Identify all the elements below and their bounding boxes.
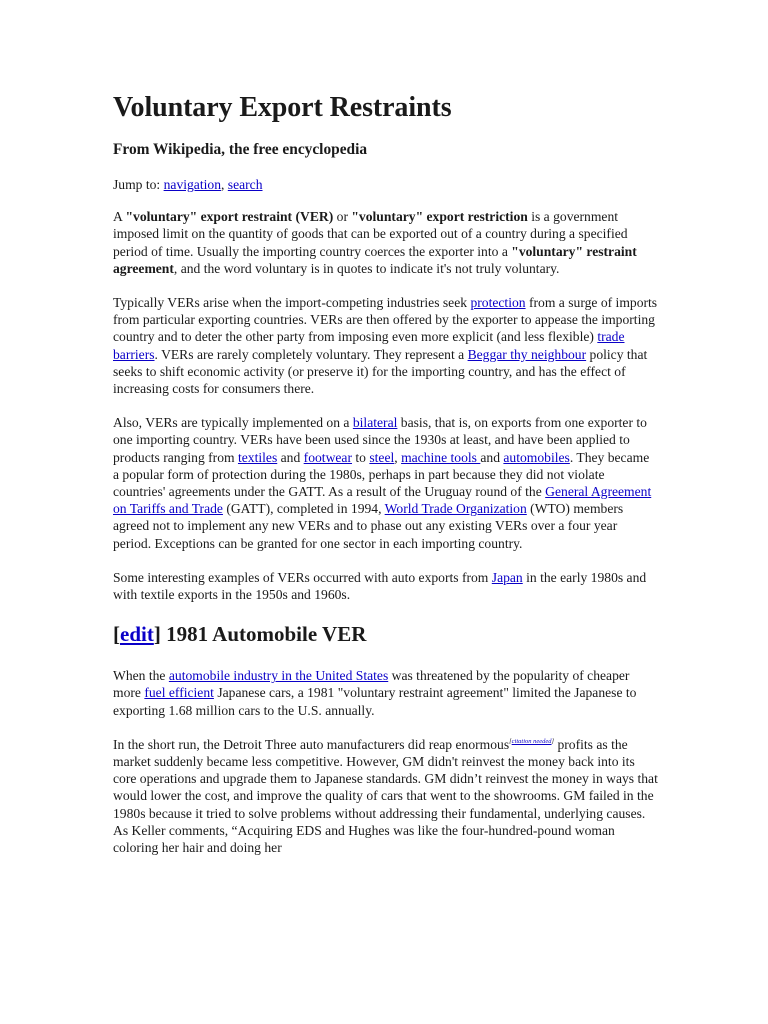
link-steel[interactable]: steel — [369, 449, 395, 465]
text: and — [277, 449, 304, 465]
text: basis, that is, on exports from one exporter to one importing country. VERs have been used since the 1930s at least, and have been applied to products ranging from — [113, 415, 647, 465]
jump-to — [113, 176, 658, 193]
bracket-close: ] — [153, 622, 161, 647]
text: is a government imposed limit on the quantity of goods that can be exported out of a country during a specified period of time. Usually the importing country coerces the exporter into a — [113, 209, 628, 259]
citation-needed — [509, 738, 554, 745]
text: policy that seeks to shift economic activity (or preserve it) for the importing country, and has the effect of increasing costs for consumers there. — [113, 346, 648, 397]
link-gatt[interactable]: General Agreement on Tariffs and Trade — [113, 484, 652, 517]
paragraph-when — [113, 667, 658, 719]
link-protection[interactable]: protection — [470, 295, 526, 311]
bold-term-agreement: "voluntary" restraint agreement — [113, 243, 637, 276]
link-wto[interactable]: World Trade Organization — [384, 501, 527, 517]
article — [113, 88, 658, 873]
bold-term-restriction: "voluntary" export restriction — [351, 209, 528, 225]
cite-bracket-close: ] — [551, 737, 555, 745]
text: Japanese cars, a 1981 "voluntary restraint agreement" limited the Japanese to exporting 1.68 million cars to the U.S. annually. — [113, 685, 637, 718]
paragraph-bilateral — [113, 414, 658, 552]
text: (WTO) members agreed not to implement any new VERs and to phase out any existing VERs over a four year period. Exceptions can be granted for one sector in each importing country. — [113, 501, 624, 551]
link-fuel-efficient[interactable]: fuel efficient — [144, 685, 214, 701]
link-automobiles[interactable]: automobiles — [503, 449, 570, 465]
text: Some interesting examples of VERs occurred with auto exports from — [113, 569, 492, 585]
text: (GATT), completed in 1994, — [222, 501, 385, 517]
paragraph-typically — [113, 294, 658, 397]
text: in the early 1980s and with textile exports in the 1950s and 1960s. — [113, 569, 647, 603]
edit-link[interactable]: edit — [120, 622, 154, 647]
jump-separator: , — [221, 177, 228, 192]
text: and — [480, 449, 504, 465]
link-footwear[interactable]: footwear — [303, 449, 352, 465]
link-bilateral[interactable]: bilateral — [352, 415, 398, 431]
text: was threatened by the popularity of cheaper more — [113, 668, 630, 701]
citation-needed-link[interactable]: citation needed — [511, 737, 552, 745]
paragraph-short-run — [113, 736, 658, 856]
bold-term-ver: "voluntary" export restraint (VER) — [125, 209, 334, 225]
text: profits as the market suddenly became less competitive. However, GM didn't reinvest the money back into its core operations and upgrade them to Japanese standards. GM didn’t reinvest the money in ways that would lower the cost, and improve the quality of cars that went to the showrooms. GM failed in the 1980s because it tried to solve problems without addressing their fundamental, underlying causes. As Keller comments, “Acquiring EDS and Hughes was like the four-hundred-pound woman coloring her hair and doing her — [113, 736, 658, 856]
link-automobile-industry-us[interactable]: automobile industry in the United States — [168, 668, 389, 684]
text: In the short run, the Detroit Three auto manufacturers did reap enormous — [113, 736, 510, 752]
text: to — [351, 449, 370, 465]
text: , — [394, 449, 402, 465]
page-subtitle: From Wikipedia, the free encyclopedia — [113, 141, 368, 158]
text: Also, VERs are typically implemented on a — [113, 415, 353, 431]
page-title: Voluntary Export Restraints — [113, 92, 452, 123]
text: Typically VERs arise when the import-competing industries seek — [113, 295, 471, 311]
link-beggar-thy-neighbour[interactable]: Beggar thy neighbour — [467, 346, 587, 362]
text: or — [333, 209, 352, 225]
search-link[interactable]: search — [227, 177, 263, 192]
link-japan[interactable]: Japan — [491, 569, 523, 585]
text: When the — [113, 668, 169, 684]
paragraph-intro — [113, 208, 658, 277]
section-title: 1981 Automobile VER — [160, 622, 367, 647]
text: from a surge of imports from particular exporting countries. VERs are then offered by the exporter to appease the importing country and to deter the other party from imposing even more explicit (and less flexible) — [113, 295, 658, 345]
text: A — [113, 209, 126, 225]
cite-bracket-open: [ — [509, 737, 512, 745]
link-textiles[interactable]: textiles — [237, 449, 278, 465]
text: , and the word voluntary is in quotes to indicate it's not truly voluntary. — [173, 260, 560, 276]
link-machine-tools[interactable]: machine tools — [401, 449, 481, 465]
navigation-link[interactable]: navigation — [163, 177, 221, 192]
text: . They became a popular form of protection during the 1980s, perhaps in part because they did not violate countries' agreements under the GATT. As a result of the Uruguay round of the — [113, 449, 650, 500]
jump-prefix: Jump to: — [113, 177, 164, 192]
link-trade-barriers[interactable]: trade barriers — [113, 329, 625, 362]
section-heading-1981-automobile-ver — [113, 620, 658, 648]
paragraph-examples — [113, 569, 658, 603]
text: . VERs are rarely completely voluntary. They represent a — [154, 346, 468, 362]
bracket-open: [ — [113, 622, 120, 647]
